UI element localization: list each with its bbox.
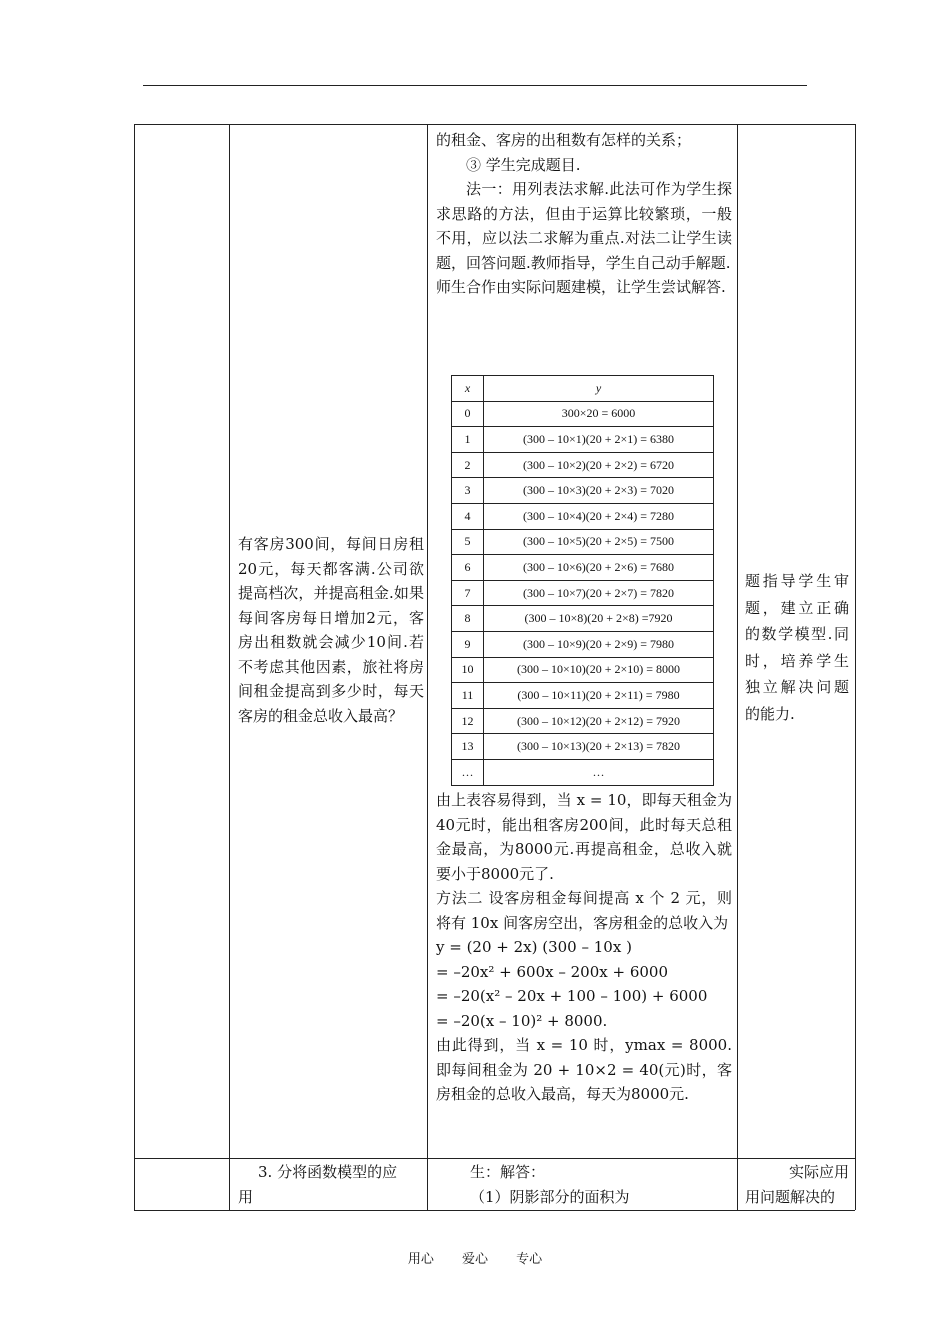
table-row bbox=[452, 427, 714, 453]
purpose-line: 实际应用 bbox=[788, 1163, 849, 1181]
cell-y: (300 – 10×8)(20 + 2×8) =7920 bbox=[484, 606, 714, 632]
cell-y: (300 – 10×13)(20 + 2×13) = 7820 bbox=[484, 734, 714, 760]
equation-line: y = (20 + 2x) (300 – 10x ) bbox=[436, 938, 632, 956]
table-bottom-border bbox=[134, 1210, 855, 1211]
cell-x: 8 bbox=[452, 606, 484, 632]
cell-y: (300 – 10×1)(20 + 2×1) = 6380 bbox=[484, 427, 714, 453]
table-row bbox=[452, 657, 714, 683]
col-border-2 bbox=[229, 124, 230, 1210]
header-x: x bbox=[452, 376, 484, 402]
table-row bbox=[452, 452, 714, 478]
purpose-line: 用问题解决的 bbox=[745, 1187, 836, 1206]
text-line: 的租金、客房的出租数有怎样的关系； bbox=[436, 131, 692, 149]
col-border-3 bbox=[427, 124, 428, 1210]
method-text bbox=[436, 128, 732, 300]
page-footer: 用心 爱心 专心 bbox=[407, 1252, 543, 1267]
row-divider bbox=[134, 1158, 855, 1159]
table-row bbox=[452, 759, 714, 785]
calculation-table bbox=[451, 375, 714, 786]
cell-x: 10 bbox=[452, 657, 484, 683]
table-row bbox=[452, 529, 714, 555]
cell-y: (300 – 10×5)(20 + 2×5) = 7500 bbox=[484, 529, 714, 555]
cell-x: 2 bbox=[452, 452, 484, 478]
bottom-col2 bbox=[238, 1160, 424, 1209]
final-conclusion: 由此得到，当 x = 10 时，ymax = 8000.即每间租金为 20 + 10×2 = 40(元)时，客房租金的总收入最高，每天为8000元. bbox=[436, 1036, 732, 1103]
cell-x: 0 bbox=[452, 401, 484, 427]
col-border-1 bbox=[134, 124, 135, 1210]
table-row bbox=[452, 555, 714, 581]
table-row bbox=[452, 606, 714, 632]
table-row bbox=[452, 503, 714, 529]
cell-y: (300 – 10×4)(20 + 2×4) = 7280 bbox=[484, 503, 714, 529]
cell-y: (300 – 10×12)(20 + 2×12) = 7920 bbox=[484, 708, 714, 734]
cell-y: 300×20 = 6000 bbox=[484, 401, 714, 427]
header-rule bbox=[143, 85, 807, 86]
method1-paragraph: 法一：用列表法求解.此法可作为学生探求思路的方法，但由于运算比较繁琐，一般不用，应以法二求解为重点.对法二让学生读题，回答问题.教师指导，学生自己动手解题. bbox=[436, 180, 732, 272]
header-y: y bbox=[484, 376, 714, 402]
table-row bbox=[452, 708, 714, 734]
table-row bbox=[452, 478, 714, 504]
cell-x: 11 bbox=[452, 683, 484, 709]
equation-line: = –20x² + 600x – 200x + 6000 bbox=[436, 962, 668, 981]
cell-y: (300 – 10×6)(20 + 2×6) = 7680 bbox=[484, 555, 714, 581]
student-answer: 生：解答： bbox=[470, 1163, 546, 1181]
table-conclusion: 由上表容易得到，当 x = 10，即每天租金为40元时，能出租客房200间，此时每天总租金最高，为8000元.再提高租金，总收入就要小于8000元了. bbox=[436, 791, 732, 883]
table-row bbox=[452, 734, 714, 760]
cell-y: (300 – 10×2)(20 + 2×2) = 6720 bbox=[484, 452, 714, 478]
section-title: 3. 分将函数模型的应 bbox=[258, 1163, 398, 1181]
cell-x: 12 bbox=[452, 708, 484, 734]
cell-y: … bbox=[484, 759, 714, 785]
table-row bbox=[452, 580, 714, 606]
problem-statement: 有客房300间，每间日房租20元，每天都客满.公司欲提高档次，并提高租金.如果每间客房每日增加2元，客房出租数就会减少10间.若不考虑其他因素，旅社将房间租金提高到多少时，每天客房的租金总收入最高？ bbox=[238, 535, 424, 725]
cell-x: 3 bbox=[452, 478, 484, 504]
cell-x: … bbox=[452, 759, 484, 785]
method2-intro: 方法二 设客房租金每间提高 x 个 2 元，则将有 10x 间客房空出，客房租金的总收入为 bbox=[436, 889, 732, 932]
cell-x: 6 bbox=[452, 555, 484, 581]
cell-y: (300 – 10×7)(20 + 2×7) = 7820 bbox=[484, 580, 714, 606]
col-border-4 bbox=[737, 124, 738, 1210]
table-row bbox=[452, 683, 714, 709]
answer-part1: （1）阴影部分的面积为 bbox=[470, 1187, 630, 1206]
table-row bbox=[452, 401, 714, 427]
equation-line: = –20(x² – 20x + 100 – 100) + 6000 bbox=[436, 987, 708, 1005]
modeling-paragraph: 师生合作由实际问题建模，让学生尝试解答. bbox=[436, 278, 726, 296]
cell-x: 1 bbox=[452, 427, 484, 453]
table-top-border bbox=[134, 124, 855, 125]
cell-x: 4 bbox=[452, 503, 484, 529]
cell-x: 13 bbox=[452, 734, 484, 760]
method2-text bbox=[436, 788, 732, 1107]
cell-y: (300 – 10×10)(20 + 2×10) = 8000 bbox=[484, 657, 714, 683]
cell-y: (300 – 10×11)(20 + 2×11) = 7980 bbox=[484, 683, 714, 709]
table-row bbox=[452, 631, 714, 657]
cell-x: 7 bbox=[452, 580, 484, 606]
bottom-col3 bbox=[436, 1160, 732, 1209]
cell-x: 9 bbox=[452, 631, 484, 657]
cell-y: (300 – 10×9)(20 + 2×9) = 7980 bbox=[484, 631, 714, 657]
section-title-cont: 用 bbox=[238, 1187, 254, 1206]
col-border-5 bbox=[855, 124, 856, 1210]
equation-line: = –20(x – 10)² + 8000. bbox=[436, 1011, 608, 1030]
teaching-purpose: 题指导学生审题，建立正确的数学模型.同时，培养学生独立解决问题的能力. bbox=[745, 572, 849, 723]
cell-y: (300 – 10×3)(20 + 2×3) = 7020 bbox=[484, 478, 714, 504]
bottom-col4 bbox=[745, 1160, 849, 1209]
cell-x: 5 bbox=[452, 529, 484, 555]
step-3: ③ 学生完成题目. bbox=[466, 155, 581, 174]
table-header-row bbox=[452, 376, 714, 402]
